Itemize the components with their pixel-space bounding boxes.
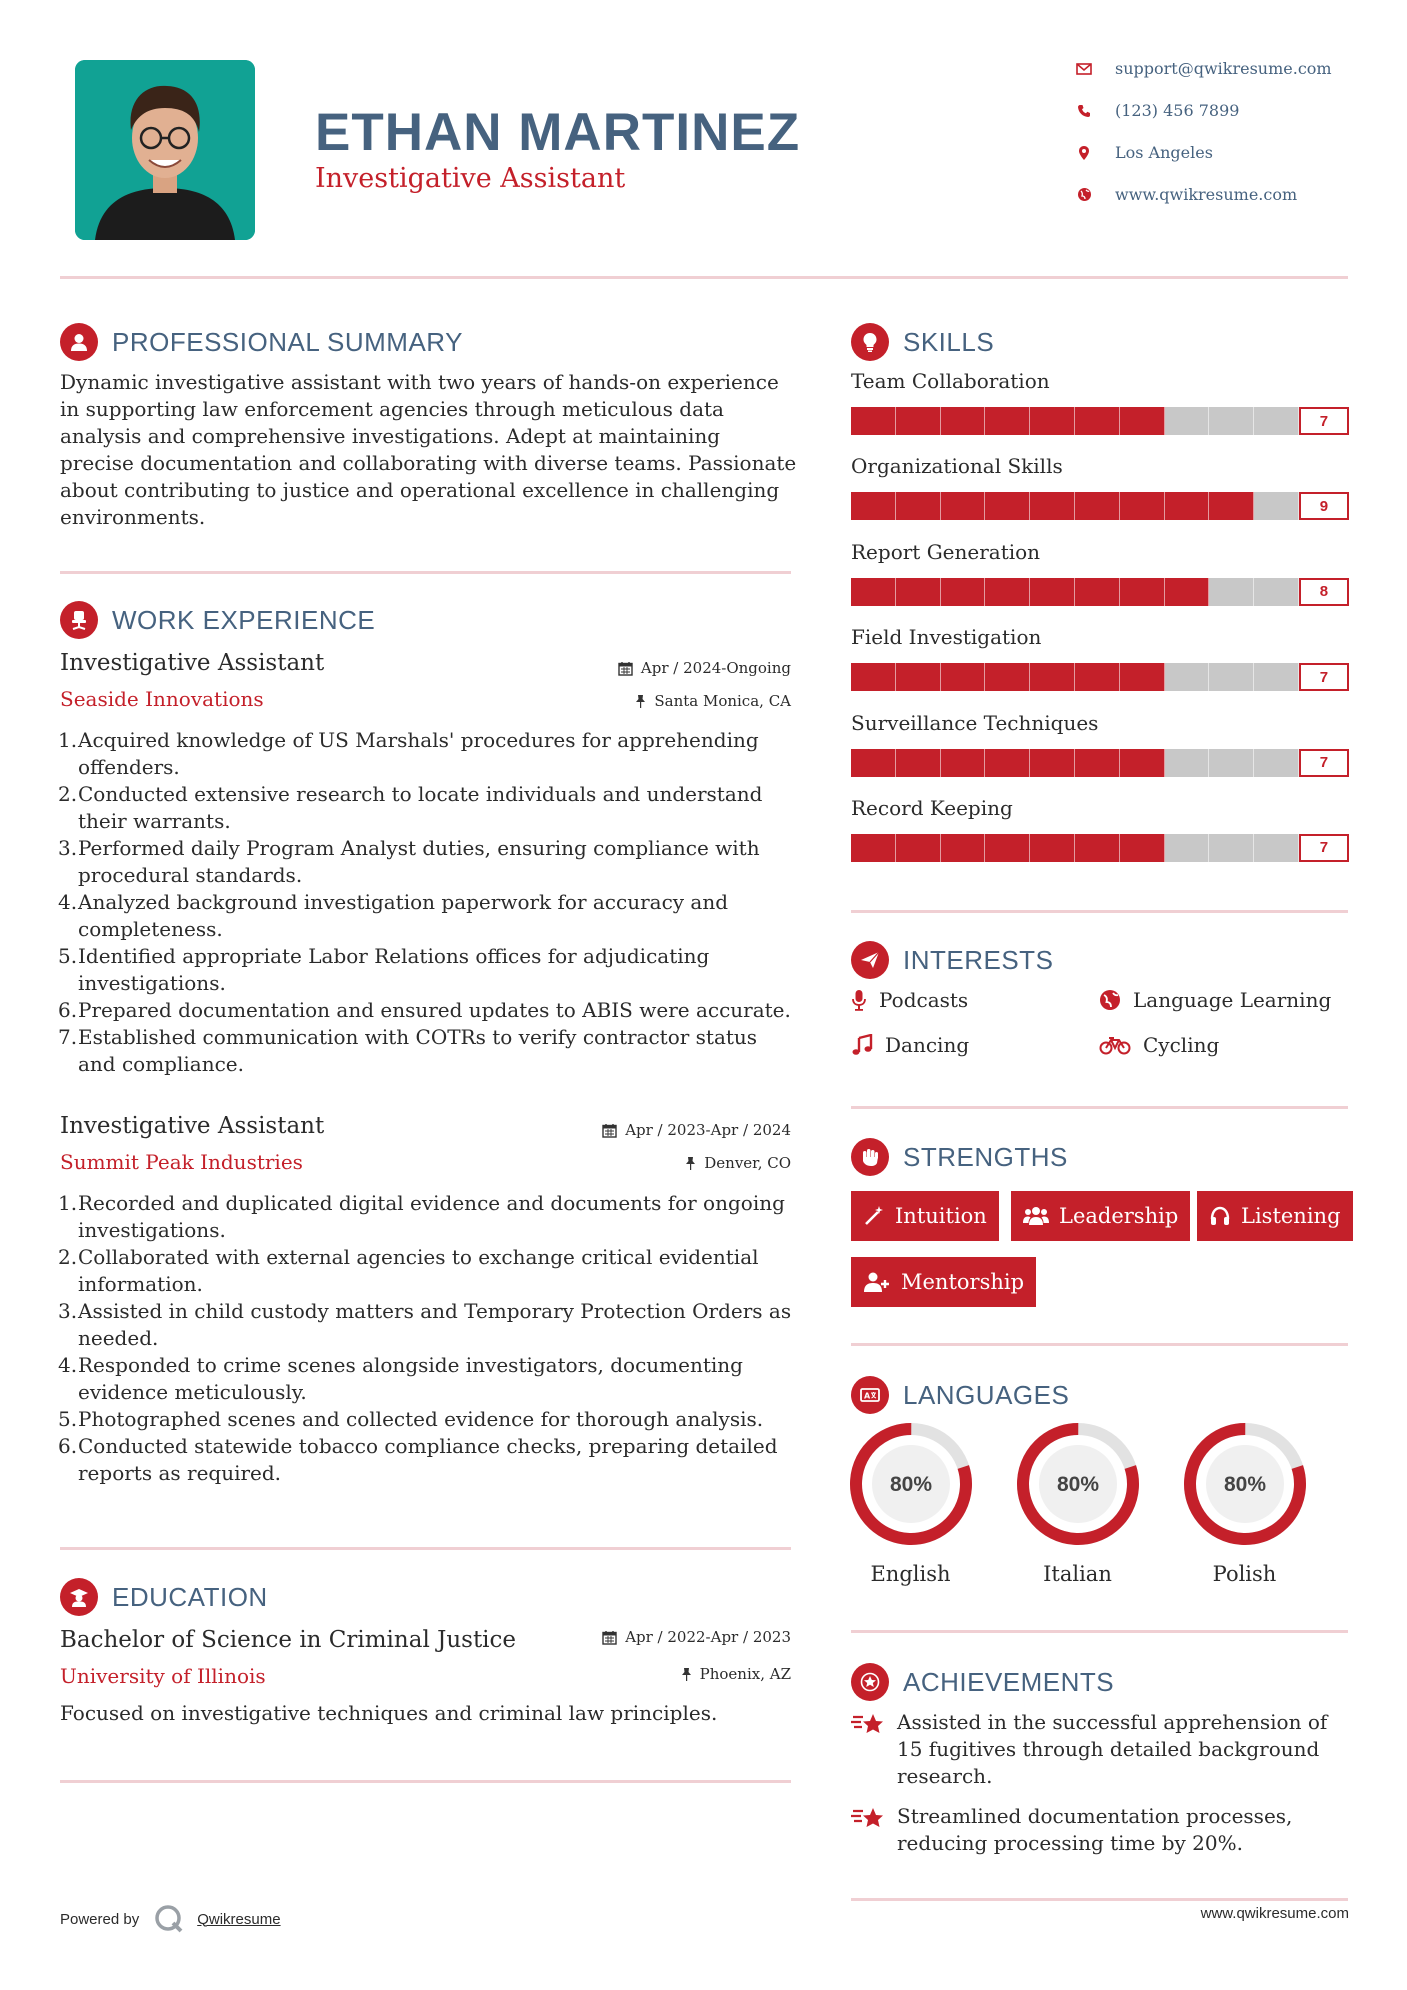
users-icon <box>1023 1205 1049 1227</box>
skill-bar-segment <box>941 834 986 862</box>
strength-leadership: Leadership <box>1011 1191 1190 1241</box>
skill-bar-segment <box>1165 834 1210 862</box>
skill-bar <box>851 749 1349 777</box>
footer-url[interactable]: www.qwikresume.com <box>1200 1905 1349 1922</box>
skill-bar-segment <box>1030 578 1075 606</box>
skill-bar-segment <box>1209 663 1254 691</box>
skill-bar-segment <box>1209 407 1254 435</box>
interests-divider <box>851 1106 1348 1109</box>
skill-bar-segment <box>985 834 1030 862</box>
language-percent: 80% <box>1223 1473 1266 1496</box>
pushpin-icon <box>685 1156 696 1171</box>
contact-phone-text: (123) 456 7899 <box>1115 101 1240 120</box>
language-item <box>848 1422 973 1586</box>
skill-bar-segment <box>1254 407 1299 435</box>
skill-bar-segment <box>1254 663 1299 691</box>
pushpin-icon <box>681 1667 692 1682</box>
list-item: 7. Established communication with COTRs to verify contractor status and compliance. <box>58 1025 758 1076</box>
skill-bar-segment <box>985 492 1030 520</box>
list-item: 5. Photographed scenes and collected evidence for thorough analysis. <box>58 1407 764 1431</box>
profile-photo <box>75 60 255 240</box>
language-item <box>1182 1422 1307 1586</box>
job-2-duties <box>60 1190 800 1487</box>
interest-podcasts: Podcasts <box>851 988 968 1012</box>
skill-bar-segment <box>941 407 986 435</box>
candidate-name: ETHAN MARTINEZ <box>315 103 801 162</box>
achievement-1: Assisted in the successful apprehension of 15 fugitives through detailed background research. <box>851 1709 1348 1790</box>
summary-divider <box>60 571 791 574</box>
skill-bar-segment <box>985 578 1030 606</box>
interest-cycling: Cycling <box>1099 1033 1219 1057</box>
skill-bar-segment <box>1254 492 1299 520</box>
achievement-2: Streamlined documentation processes, reducing processing time by 20%. <box>851 1803 1348 1857</box>
lightbulb-icon <box>851 323 889 361</box>
skill-bar <box>851 492 1349 520</box>
headphones-icon <box>1209 1205 1231 1227</box>
job-2-company: Summit Peak Industries <box>60 1150 303 1174</box>
list-item: 1. Acquired knowledge of US Marshals' procedures for apprehending offenders. <box>58 728 759 779</box>
candidate-title: Investigative Assistant <box>315 163 626 194</box>
skill-bar-segment <box>941 663 986 691</box>
skills-divider <box>851 910 1348 913</box>
list-item: 3. Assisted in child custody matters and Temporary Protection Orders as needed. <box>58 1299 792 1350</box>
languages-divider <box>851 1630 1348 1633</box>
skill-name: Field Investigation <box>851 625 1042 650</box>
map-pin-icon <box>1073 144 1095 162</box>
skill-bar-segment <box>985 663 1030 691</box>
education-date: Apr / 2022-Apr / 2023 <box>602 1628 791 1646</box>
list-item: 4. Analyzed background investigation paperwork for accuracy and completeness. <box>58 890 729 941</box>
skill-bar-segment <box>896 663 941 691</box>
skill-bar-segment <box>1075 407 1120 435</box>
paper-plane-icon <box>851 941 889 979</box>
pushpin-icon <box>635 694 646 709</box>
skill-bar-segment <box>851 749 896 777</box>
education-divider <box>60 1780 791 1783</box>
contact-email-text: support@qwikresume.com <box>1115 59 1332 78</box>
skill-bar-segment <box>1120 663 1165 691</box>
skill-bar-segment <box>1030 749 1075 777</box>
skill-bar <box>851 663 1349 691</box>
shooting-star-icon <box>851 1711 885 1739</box>
skill-item <box>851 369 1349 454</box>
skill-bar-segment <box>1209 749 1254 777</box>
list-item: 4. Responded to crime scenes alongside investigators, documenting evidence meticulously. <box>58 1353 743 1404</box>
graduate-icon <box>60 1578 98 1616</box>
skill-item <box>851 796 1349 868</box>
skill-bar-segment <box>1165 578 1210 606</box>
list-item: 1. Recorded and duplicated digital evidence and documents for ongoing investigations. <box>58 1191 785 1242</box>
skill-bar-segment <box>1075 749 1120 777</box>
calendar-icon <box>618 661 633 676</box>
strengths-heading: STRENGTHS <box>851 1138 1068 1176</box>
skill-bar-segment <box>851 578 896 606</box>
skill-bar-segment <box>985 407 1030 435</box>
bicycle-icon <box>1099 1035 1131 1055</box>
strength-mentorship: Mentorship <box>851 1257 1036 1307</box>
skill-bar <box>851 834 1349 862</box>
envelope-icon <box>1073 60 1095 78</box>
skill-name: Record Keeping <box>851 795 1013 820</box>
globe-icon <box>1073 186 1095 204</box>
experience-heading: WORK EXPERIENCE <box>60 601 375 639</box>
skill-score: 7 <box>1299 663 1349 691</box>
skill-bar-segment <box>985 749 1030 777</box>
skill-bar-segment <box>896 749 941 777</box>
skill-bar-segment <box>1075 492 1120 520</box>
interest-language-learning: Language Learning <box>1099 988 1331 1012</box>
contact-location-text: Los Angeles <box>1115 143 1213 162</box>
star-badge-icon <box>851 1663 889 1701</box>
job-2-title: Investigative Assistant <box>60 1113 325 1139</box>
language-item <box>1015 1422 1140 1586</box>
skill-bar-segment <box>1075 578 1120 606</box>
qwikresume-link[interactable]: Qwikresume <box>197 1910 281 1928</box>
language-donut <box>849 1422 973 1546</box>
skill-bar-segment <box>851 663 896 691</box>
calendar-icon <box>602 1123 617 1138</box>
music-note-icon <box>851 1034 873 1056</box>
skill-bar-segment <box>1120 749 1165 777</box>
interests-heading: INTERESTS <box>851 941 1053 979</box>
skill-name: Report Generation <box>851 539 1041 564</box>
skill-bar-segment <box>1120 578 1165 606</box>
list-item: 6. Prepared documentation and ensured updates to ABIS were accurate. <box>58 998 791 1022</box>
language-donut <box>1016 1422 1140 1546</box>
skill-item <box>851 711 1349 796</box>
microphone-icon <box>851 989 867 1011</box>
achievements-heading: ACHIEVEMENTS <box>851 1663 1114 1701</box>
list-item: 2. Collaborated with external agencies to exchange critical evidential information. <box>58 1245 759 1296</box>
summary-text: Dynamic investigative assistant with two years of hands-on experience in supporting law enforcement agencies through meticulous data analysis and comprehensive investigations. Adept at maintaining precise documentation and collaborating with diverse teams. Passionate about contributing to justice and operational excellence in challenging environments. <box>60 370 797 529</box>
calendar-icon <box>602 1630 617 1645</box>
strengths-divider <box>851 1343 1348 1346</box>
skill-bar-segment <box>1209 834 1254 862</box>
skill-bar-segment <box>1120 834 1165 862</box>
language-name: Italian <box>1043 1562 1112 1586</box>
job-1-duties <box>60 727 800 1078</box>
job-1-date: Apr / 2024-Ongoing <box>618 659 791 677</box>
education-degree: Bachelor of Science in Criminal Justice <box>60 1627 517 1653</box>
education-heading: EDUCATION <box>60 1578 268 1616</box>
skill-bar-segment <box>941 749 986 777</box>
job-2-date: Apr / 2023-Apr / 2024 <box>602 1121 791 1139</box>
translate-icon <box>851 1376 889 1414</box>
contact-location <box>1073 143 1373 162</box>
summary-heading: PROFESSIONAL SUMMARY <box>60 323 463 361</box>
skill-bar-segment <box>1165 663 1210 691</box>
shooting-star-icon <box>851 1805 885 1833</box>
globe-icon <box>1099 989 1121 1011</box>
skill-bar-segment <box>1165 407 1210 435</box>
skill-bar-segment <box>1030 834 1075 862</box>
skill-bar-segment <box>896 578 941 606</box>
qwikresume-logo-icon <box>153 1903 185 1935</box>
skill-bar-segment <box>1075 663 1120 691</box>
language-percent: 80% <box>889 1473 932 1496</box>
strength-listening: Listening <box>1197 1191 1353 1241</box>
skill-bar-segment <box>1165 749 1210 777</box>
skill-bar-segment <box>896 492 941 520</box>
list-item: 6. Conducted statewide tobacco compliance checks, preparing detailed reports as required. <box>58 1434 778 1485</box>
magic-wand-icon <box>863 1205 885 1227</box>
experience-divider <box>60 1547 791 1550</box>
skill-name: Organizational Skills <box>851 454 1063 479</box>
skill-score: 8 <box>1299 578 1349 606</box>
skill-name: Team Collaboration <box>851 369 1050 393</box>
education-school: University of Illinois <box>60 1664 266 1688</box>
skill-bar <box>851 407 1349 435</box>
skill-score: 7 <box>1299 749 1349 777</box>
skill-bar <box>851 578 1349 606</box>
skill-bar-segment <box>1254 834 1299 862</box>
skill-bar-segment <box>1209 492 1254 520</box>
language-donut <box>1183 1422 1307 1546</box>
job-1-company: Seaside Innovations <box>60 687 264 711</box>
languages-list <box>848 1422 1348 1586</box>
language-name: English <box>870 1562 951 1586</box>
skills-list <box>851 369 1349 868</box>
job-1-location: Santa Monica, CA <box>635 692 791 710</box>
svg-text:A: A <box>864 1391 871 1401</box>
user-plus-icon <box>863 1271 891 1293</box>
skill-name: Surveillance Techniques <box>851 710 1099 735</box>
skill-score: 7 <box>1299 834 1349 862</box>
job-1-title: Investigative Assistant <box>60 650 325 676</box>
skills-heading: SKILLS <box>851 323 994 361</box>
skill-bar-segment <box>941 578 986 606</box>
phone-icon <box>1073 102 1095 120</box>
contact-email[interactable] <box>1073 59 1373 78</box>
skill-score: 9 <box>1299 492 1349 520</box>
fist-icon <box>851 1138 889 1176</box>
skill-bar-segment <box>1254 749 1299 777</box>
strength-intuition: Intuition <box>851 1191 999 1241</box>
skill-bar-segment <box>941 492 986 520</box>
contact-phone[interactable] <box>1073 101 1373 120</box>
skill-bar-segment <box>896 407 941 435</box>
skill-bar-segment <box>1030 663 1075 691</box>
language-percent: 80% <box>1056 1473 1099 1496</box>
user-icon <box>60 323 98 361</box>
skill-item <box>851 540 1349 625</box>
job-2-location: Denver, CO <box>685 1154 791 1172</box>
skill-bar-segment <box>1030 407 1075 435</box>
achievements-divider <box>851 1898 1348 1901</box>
person-portrait-icon <box>75 60 255 240</box>
education-location: Phoenix, AZ <box>681 1665 791 1683</box>
skill-bar-segment <box>851 492 896 520</box>
office-chair-icon <box>60 601 98 639</box>
skill-score: 7 <box>1299 407 1349 435</box>
list-item: 2. Conducted extensive research to locate individuals and understand their warrants. <box>58 782 763 833</box>
list-item: 5. Identified appropriate Labor Relations offices for adjudicating investigations. <box>58 944 710 995</box>
powered-by: Powered by Qwikresume <box>60 1903 281 1935</box>
skill-bar-segment <box>1120 492 1165 520</box>
interest-dancing: Dancing <box>851 1033 969 1057</box>
languages-heading: A LANGUAGES <box>851 1376 1069 1414</box>
skill-bar-segment <box>851 407 896 435</box>
language-name: Polish <box>1212 1562 1277 1586</box>
education-description: Focused on investigative techniques and criminal law principles. <box>60 1701 718 1725</box>
skill-bar-segment <box>1030 492 1075 520</box>
contact-website-text: www.qwikresume.com <box>1115 185 1298 204</box>
skill-bar-segment <box>896 834 941 862</box>
skill-item <box>851 454 1349 539</box>
contact-website[interactable] <box>1073 185 1373 204</box>
skill-bar-segment <box>1165 492 1210 520</box>
list-item: 3. Performed daily Program Analyst duties, ensuring compliance with procedural standards. <box>58 836 760 887</box>
skill-bar-segment <box>1120 407 1165 435</box>
skill-bar-segment <box>1075 834 1120 862</box>
header-divider <box>60 276 1348 279</box>
skill-bar-segment <box>1209 578 1254 606</box>
skill-bar-segment <box>851 834 896 862</box>
skill-item <box>851 625 1349 710</box>
skill-bar-segment <box>1254 578 1299 606</box>
